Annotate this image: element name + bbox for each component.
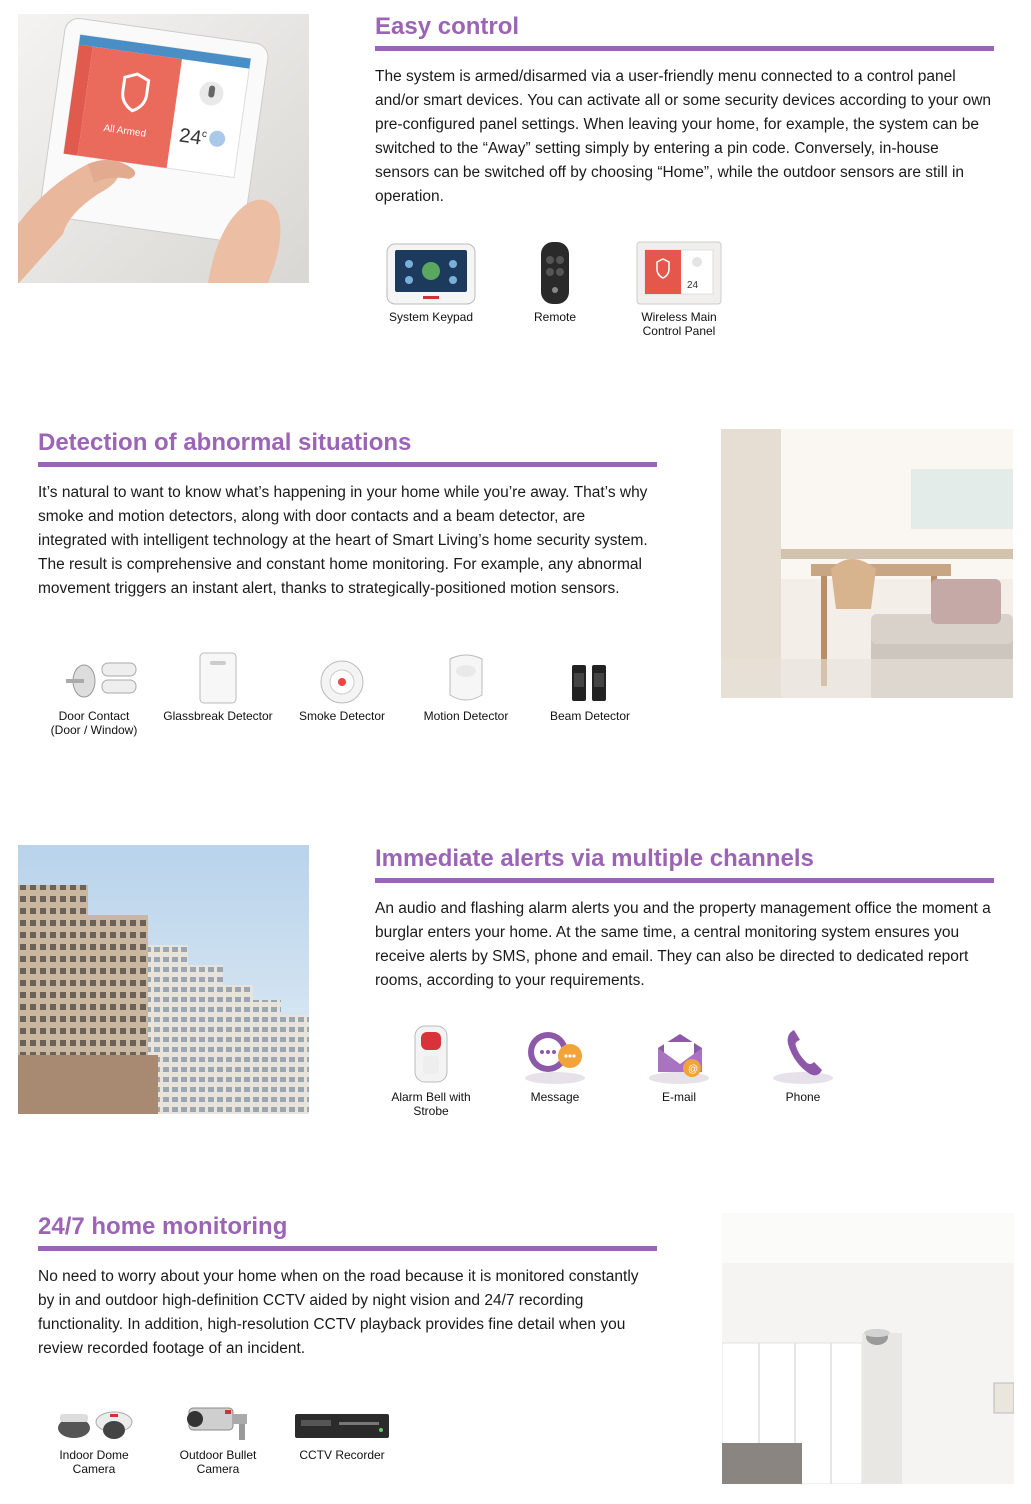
temperature-value: 24 <box>177 124 203 150</box>
apartment-buildings-photo <box>18 845 309 1114</box>
alert-channels <box>369 1014 865 1118</box>
device-label: Door Contact (Door / Window) <box>50 709 138 737</box>
remote-icon <box>493 234 617 306</box>
device-indoor-dome-camera <box>32 1372 156 1476</box>
device-label: Smoke Detector <box>298 709 386 723</box>
smoke-detector-icon <box>280 633 404 705</box>
interior-camera-photo <box>722 1213 1014 1484</box>
beam-detector-icon <box>528 633 652 705</box>
section-heading: Detection of abnormal situations <box>38 429 412 456</box>
device-motion-detector <box>404 633 528 737</box>
section-heading: Immediate alerts via multiple channels <box>375 845 814 872</box>
temperature-unit: c <box>201 128 208 141</box>
control-panel-icon <box>617 234 741 306</box>
channel-message <box>493 1014 617 1118</box>
monitoring-devices <box>32 1372 404 1476</box>
device-label: Outdoor Bullet Camera <box>179 1448 257 1476</box>
easy-control-section <box>375 12 994 209</box>
heading-rule <box>38 462 657 467</box>
keypad-icon <box>369 234 493 306</box>
device-label: Glassbreak Detector <box>163 709 273 723</box>
easy-control-devices <box>369 234 741 338</box>
door-contact-icon <box>32 633 156 705</box>
channel-phone <box>741 1014 865 1118</box>
device-beam-detector <box>528 633 652 737</box>
channel-email <box>617 1014 741 1118</box>
device-outdoor-bullet-camera <box>156 1372 280 1476</box>
detection-section <box>38 428 657 601</box>
alerts-section <box>375 844 994 993</box>
dome-camera-icon <box>32 1372 156 1444</box>
device-label: Alarm Bell with Strobe <box>391 1090 471 1118</box>
section-body: It’s natural to want to know what’s happening in your home while you’re away. That’s why smoke and motion detectors, along with door contacts and a beam detector, are integrated with intelligent technology at the heart of Smart Living’s home security system. The result is comprehensive and constant home monitoring. For example, any abnormal movement triggers an instant alert, thanks to strategically-positioned motion sensors. <box>38 484 648 597</box>
motion-detector-icon <box>404 633 528 705</box>
detection-devices <box>32 633 652 737</box>
section-heading: 24/7 home monitoring <box>38 1213 288 1240</box>
device-label: System Keypad <box>388 310 474 324</box>
heading-rule <box>38 1246 657 1251</box>
svg-text:24: 24 <box>687 280 699 291</box>
email-icon <box>617 1014 741 1086</box>
section-body: No need to worry about your home when on the road because it is monitored constantly by in and outdoor high-definition CCTV aided by night vision and 24/7 recording functionality. In addition, high-resolution CCTV playback provides fine detail when you review recorded footage of an incident. <box>38 1268 639 1357</box>
tablet-photo <box>18 14 309 283</box>
device-label: Beam Detector <box>549 709 631 723</box>
device-glassbreak-detector <box>156 633 280 737</box>
cctv-recorder-icon <box>280 1372 404 1444</box>
message-icon <box>493 1014 617 1086</box>
section-heading: Easy control <box>375 13 520 40</box>
alarm-bell-icon <box>369 1014 493 1086</box>
device-smoke-detector <box>280 633 404 737</box>
device-label: Message <box>530 1090 580 1104</box>
device-label: CCTV Recorder <box>299 1448 385 1462</box>
section-body: The system is armed/disarmed via a user-friendly menu connected to a control panel and/or smart devices. You can activate all or some security devices according to your own pre-configured panel settings. When leaving your home, for example, the system can be switched to the “Away” setting simply by entering a pin code. Conversely, in-house sensors can be switched off by choosing “Home”, while the outdoor sensors are still in operation. <box>375 68 992 205</box>
heading-rule <box>375 46 994 51</box>
device-remote <box>493 234 617 338</box>
monitoring-section <box>38 1212 657 1361</box>
device-label: Wireless Main Control Panel <box>641 310 717 338</box>
device-label: Remote <box>533 310 577 324</box>
living-room-photo <box>721 429 1013 698</box>
device-door-contact <box>32 633 156 737</box>
heading-rule <box>375 878 994 883</box>
bullet-camera-icon <box>156 1372 280 1444</box>
panel-status-text: All Armed <box>102 122 147 140</box>
device-label: Phone <box>785 1090 821 1104</box>
section-body: An audio and flashing alarm alerts you and the property management office the moment a burglar enters your home. At the same time, a central monitoring system ensures you receive alerts by SMS, phone and email. They can also be directed to dedicated report rooms, according to your requirements. <box>375 900 991 989</box>
svg-text:@: @ <box>688 1064 699 1075</box>
glassbreak-detector-icon <box>156 633 280 705</box>
device-alarm-bell <box>369 1014 493 1118</box>
phone-icon <box>741 1014 865 1086</box>
device-label: Motion Detector <box>423 709 509 723</box>
device-control-panel <box>617 234 741 338</box>
device-label: E-mail <box>661 1090 696 1104</box>
device-label: Indoor Dome Camera <box>59 1448 129 1476</box>
device-system-keypad <box>369 234 493 338</box>
device-cctv-recorder <box>280 1372 404 1476</box>
